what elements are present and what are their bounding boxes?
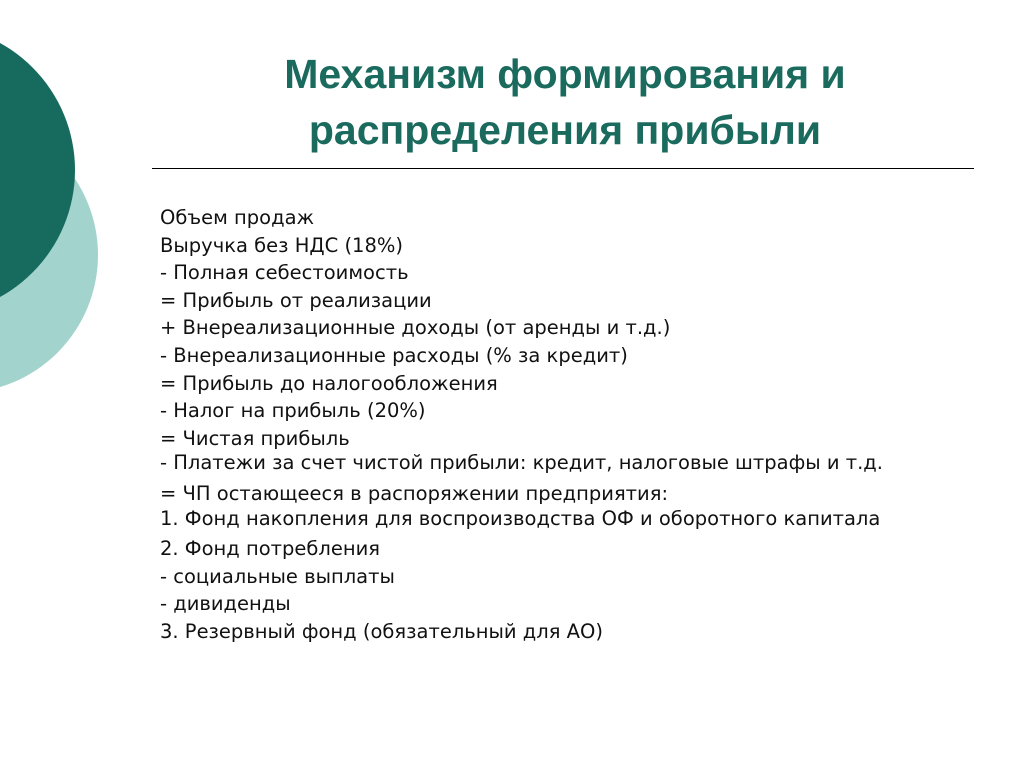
slide-title — [150, 46, 980, 158]
list-item-profit-tax: - Налог на прибыль (20%) — [160, 399, 426, 423]
decorative-circles — [0, 0, 110, 400]
list-item-revenue: Выручка без НДС (18%) — [160, 233, 403, 257]
list-item-retained-profit: = ЧП остающееся в распоряжении предприятия: — [160, 481, 669, 505]
list-item-social-payments: - социальные выплаты — [160, 564, 395, 588]
title-line-2: распределения прибыли — [308, 107, 822, 153]
list-item-accumulation-fund: 1. Фонд накопления для воспроизводства ОФ и оборотного капитала — [160, 506, 881, 530]
list-item-non-operating-income: + Внереализационные доходы (от аренды и т.д.) — [160, 316, 671, 340]
list-item-non-operating-expenses: - Внереализационные расходы (% за кредит) — [160, 343, 628, 367]
list-item-reserve-fund: 3. Резервный фонд (обязательный для АО) — [160, 619, 603, 643]
list-item-dividends: - дивиденды — [160, 592, 291, 616]
list-item-consumption-fund: 2. Фонд потребления — [160, 537, 381, 561]
profit-mechanism-list — [160, 204, 980, 646]
title-divider — [152, 168, 974, 169]
list-item-full-cost: - Полная себестоимость — [160, 261, 409, 285]
list-item-pretax-profit: = Прибыль до налогообложения — [160, 371, 498, 395]
list-item-sales-volume: Объем продаж — [160, 206, 315, 229]
title-line-1: Механизм формирования и — [284, 51, 846, 97]
list-item-sales-profit: = Прибыль от реализации — [160, 288, 432, 312]
list-item-net-profit: = Чистая прибыль — [160, 426, 350, 450]
list-item-net-profit-payments: - Платежи за счет чистой прибыли: кредит, налоговые штрафы и т.д. — [160, 451, 883, 475]
